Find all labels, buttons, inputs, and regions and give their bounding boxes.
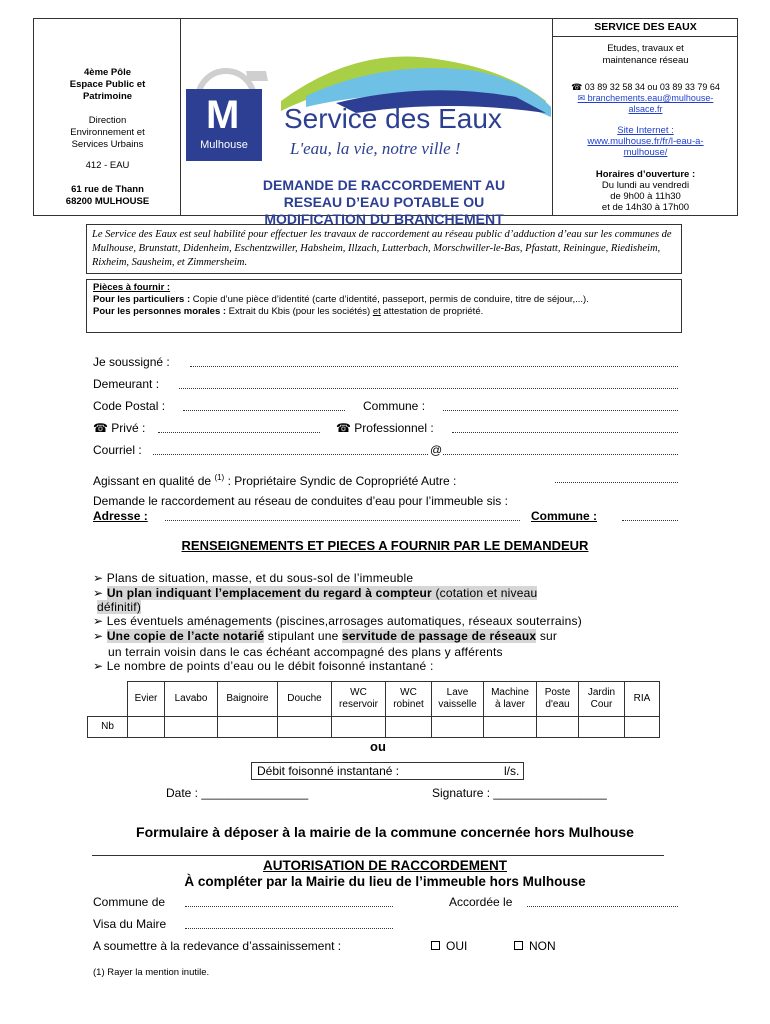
email-link[interactable]: ✉ branchements.eau@mulhouse- xyxy=(577,93,714,103)
renseignements-title: RENSEIGNEMENTS ET PIECES A FOURNIR PAR LE DEMANDEUR xyxy=(181,538,589,553)
col-baignoire: Baignoire xyxy=(218,682,278,717)
non-checkbox[interactable] xyxy=(514,941,523,950)
service-name: SERVICE DES EAUX xyxy=(594,21,697,33)
soussigne-field[interactable] xyxy=(190,366,678,367)
emblem-city: Mulhouse xyxy=(200,139,248,151)
oui-label: OUI xyxy=(446,939,468,953)
col-evier: Evier xyxy=(128,682,165,717)
bullet-regard-bold: Un plan indiquant l’emplacement du regard à compteur xyxy=(106,586,432,600)
debit-label: Débit foisonné instantané : xyxy=(257,764,400,778)
adresse-label: Adresse : xyxy=(93,509,148,523)
logo-tagline: L'eau, la vie, notre ville ! xyxy=(290,139,461,158)
bullet-acte xyxy=(93,629,557,643)
nb-machine[interactable] xyxy=(484,717,537,738)
prive-field[interactable] xyxy=(158,432,320,433)
non-option[interactable] xyxy=(514,939,556,953)
table-row xyxy=(88,717,660,738)
email-link-cont[interactable]: alsace.fr xyxy=(628,104,663,114)
nb-lave-vaisselle[interactable] xyxy=(432,717,484,738)
code-postal-field[interactable] xyxy=(183,410,345,411)
particuliers-text: Copie d’une pièce d’identité (carte d’identité, passeport, permis de conduire, titre de séjour,...). xyxy=(190,294,589,305)
col-douche: Douche xyxy=(278,682,332,717)
form-title-line-2: RESEAU D’EAU POTABLE OU xyxy=(283,194,485,210)
particuliers-label: Pour les particuliers : xyxy=(93,294,191,305)
morales-text-a: Extrait du Kbis (pour les sociétés) xyxy=(226,306,373,317)
col-poste: Poste d'eau xyxy=(537,682,579,717)
commune2-label: Commune : xyxy=(531,509,597,523)
header-box xyxy=(33,18,738,227)
debit-field[interactable] xyxy=(251,762,524,780)
col-lavabo: Lavabo xyxy=(165,682,218,717)
commune-de-field[interactable] xyxy=(185,906,393,907)
nb-baignoire[interactable] xyxy=(218,717,278,738)
contact-divider xyxy=(553,36,738,37)
demeurant-field[interactable] xyxy=(179,388,678,389)
nb-wc-reservoir[interactable] xyxy=(332,717,386,738)
bullet-acte-end: sur xyxy=(536,629,558,643)
footnote: (1) Rayer la mention inutile. xyxy=(93,967,210,978)
demeurant-label: Demeurant : xyxy=(93,377,160,391)
col-ria: RIA xyxy=(625,682,660,717)
debit-unit: l/s. xyxy=(504,764,520,778)
direction-label: Direction xyxy=(88,115,127,126)
nb-ria[interactable] xyxy=(625,717,660,738)
street-address: 61 rue de Thann xyxy=(71,184,144,195)
courriel-label: Courriel : xyxy=(93,443,142,457)
nb-evier[interactable] xyxy=(128,717,165,738)
ou-separator: ou xyxy=(370,739,386,754)
etudes-label: Etudes, travaux et xyxy=(607,43,684,54)
agissant-note-ref: (1) xyxy=(214,473,225,482)
pole-label: 4ème Pôle xyxy=(84,67,131,78)
hours-afternoon: et de 14h30 à 17h00 xyxy=(601,202,690,213)
header-address-block xyxy=(34,19,181,215)
code-postal-label: Code Postal : xyxy=(93,399,166,413)
redevance-label: A soumettre à la redevance d’assainissement : xyxy=(93,939,342,953)
pieces-title: Pièces à fournir : xyxy=(93,282,171,293)
form-title-line-3: MODIFICATION DU BRANCHEMENT xyxy=(264,211,504,227)
water-points-table xyxy=(87,681,660,738)
patrimoine-label: Patrimoine xyxy=(82,91,133,102)
commune-label: Commune : xyxy=(363,399,426,413)
site-link-cont[interactable]: mulhouse/ xyxy=(623,147,668,158)
commune-de-label: Commune de xyxy=(93,895,166,909)
section-divider xyxy=(92,855,664,856)
hours-title: Horaires d’ouverture : xyxy=(595,169,696,180)
maintenance-label: maintenance réseau xyxy=(602,55,689,66)
form-title xyxy=(194,177,574,228)
table-header-row xyxy=(88,682,660,717)
service-des-eaux-logo xyxy=(186,41,558,171)
courriel-field-domain[interactable] xyxy=(443,454,678,455)
bullet-acte-cont: un terrain voisin dans le cas échéant accompagné des plans y afférents xyxy=(108,645,503,659)
deposit-instruction: Formulaire à déposer à la mairie de la commune concernée hors Mulhouse xyxy=(136,824,634,840)
oui-checkbox[interactable] xyxy=(431,941,440,950)
hours-morning: de 9h00 à 11h30 xyxy=(610,191,681,202)
bullet-acte-arrow: ➢ xyxy=(93,629,104,643)
logo-name: Service des Eaux xyxy=(284,103,502,134)
mulhouse-emblem xyxy=(186,89,262,161)
agissant-line xyxy=(93,471,456,488)
col-wc-robinet: WC robinet xyxy=(386,682,432,717)
bullet-regard-cont: définitif) xyxy=(97,600,142,614)
site-label[interactable]: Site Internet : xyxy=(617,125,674,136)
nb-lavabo[interactable] xyxy=(165,717,218,738)
agissant-options[interactable]: : Propriétaire Syndic de Copropriété Autre : xyxy=(227,474,457,488)
visa-label: Visa du Maire xyxy=(93,917,167,931)
nb-jardin[interactable] xyxy=(579,717,625,738)
soussigne-label: Je soussigné : xyxy=(93,355,170,369)
bullet-regard-rest: (cotation et niveau xyxy=(431,586,538,600)
nb-wc-robinet[interactable] xyxy=(386,717,432,738)
bullet-points-eau: ➢ Le nombre de points d’eau ou le débit foisonné instantané : xyxy=(93,659,434,673)
autorisation-subtitle: À compléter par la Mairie du lieu de l’immeuble hors Mulhouse xyxy=(184,874,586,889)
autorisation-title: AUTORISATION DE RACCORDEMENT xyxy=(262,858,507,873)
signature-field[interactable]: Signature : _________________ xyxy=(432,786,607,800)
adresse-field[interactable] xyxy=(165,520,520,521)
nb-douche[interactable] xyxy=(278,717,332,738)
col-jardin: Jardin Cour xyxy=(579,682,625,717)
bullet-acte-mid: stipulant une xyxy=(264,629,342,643)
oui-option[interactable] xyxy=(431,939,467,953)
bullet-plans: ➢ Plans de situation, masse, et du sous-sol de l’immeuble xyxy=(93,571,414,585)
courriel-at: @ xyxy=(430,443,443,457)
col-machine: Machine à laver xyxy=(484,682,537,717)
visa-field[interactable] xyxy=(185,928,393,929)
phone-numbers: ☎ 03 89 32 58 34 ou 03 89 33 79 64 xyxy=(571,82,720,92)
commune-field[interactable] xyxy=(443,410,678,411)
bullet-amenagements: ➢ Les éventuels aménagements (piscines,arrosages automatiques, réseaux souterrains) xyxy=(93,614,582,628)
demande-label: Demande le raccordement au réseau de conduites d’eau pour l’immeuble sis : xyxy=(93,494,508,508)
morales-et: et xyxy=(372,306,381,317)
pieces-box xyxy=(86,279,682,333)
nb-poste[interactable] xyxy=(537,717,579,738)
morales-label: Pour les personnes morales : xyxy=(93,306,227,317)
site-link[interactable]: www.mulhouse.fr/fr/l-eau-a- xyxy=(587,136,704,147)
table-corner xyxy=(88,682,128,717)
accordee-label: Accordée le xyxy=(449,895,513,909)
header-contact-block xyxy=(552,19,737,215)
service-code: 412 - EAU xyxy=(85,160,130,171)
col-lave-vaisselle: Lave vaisselle xyxy=(432,682,484,717)
city-address: 68200 MULHOUSE xyxy=(65,196,150,207)
prive-label: ☎ Privé : xyxy=(93,421,146,435)
professionnel-label: ☎ Professionnel : xyxy=(336,421,434,435)
emblem-letter: M xyxy=(206,93,240,137)
courriel-field-user[interactable] xyxy=(153,454,428,455)
agissant-autre-field[interactable] xyxy=(555,482,678,483)
intro-notice: Le Service des Eaux est seul habilité pour effectuer les travaux de raccordement au réseau public d’adduction d’eau sur les communes de Mulhouse, Brunstatt, Didenheim, Eschentzwiller, Habsheim, Illzach, Lutterbach, Morschwiller-le-Bas, Pfastatt, Reiningue, Riedisheim, Rixheim, Sausheim, et Zimmersheim. xyxy=(86,224,682,274)
environnement-label: Environnement et xyxy=(70,127,145,138)
professionnel-field[interactable] xyxy=(452,432,678,433)
accordee-field[interactable] xyxy=(527,906,678,907)
bullet-regard-arrow: ➢ xyxy=(93,586,104,600)
espace-label: Espace Public et xyxy=(69,79,146,90)
agissant-label: Agissant en qualité de xyxy=(93,474,212,488)
col-wc-reservoir: WC reservoir xyxy=(332,682,386,717)
date-field[interactable]: Date : ________________ xyxy=(166,786,309,800)
hours-days: Du lundi au vendredi xyxy=(601,180,690,191)
bullet-acte-bold2: servitude de passage de réseaux xyxy=(341,629,537,643)
bullet-regard xyxy=(93,586,537,600)
bullet-acte-bold1: Une copie de l’acte notarié xyxy=(106,629,265,643)
non-label: NON xyxy=(529,939,556,953)
form-title-line-1: DEMANDE DE RACCORDEMENT AU xyxy=(262,177,506,193)
row-label-nb: Nb xyxy=(88,717,128,738)
morales-text-b: attestation de propriété. xyxy=(380,306,484,317)
commune2-field[interactable] xyxy=(622,520,678,521)
services-label: Services Urbains xyxy=(71,139,144,150)
